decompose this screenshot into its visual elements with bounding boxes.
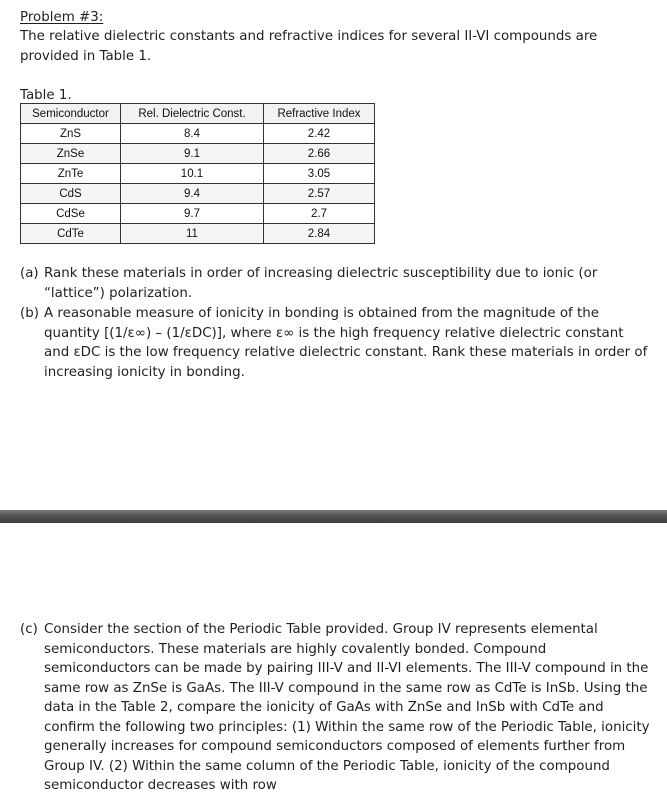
question-a: [20, 264, 650, 303]
column-header-semiconductor: Semiconductor: [21, 104, 121, 124]
cell-dielectric-const: 9.1: [121, 144, 264, 164]
question-b: [20, 304, 650, 382]
table-row: [21, 224, 375, 244]
cell-refractive-index: 2.7: [264, 204, 375, 224]
table-header-row: [21, 104, 375, 124]
question-a-text: Rank these materials in order of increasing dielectric susceptibility due to ionic (or “lattice”) polarization.: [44, 266, 598, 301]
question-b-text: A reasonable measure of ionicity in bonding is obtained from the magnitude of the quantity [(1/ε∞) – (1/εDC)], where ε∞ is the high frequency relative dielectric constant and εDC is the low frequency relative dielectric constant. Rank these materials in order of increasing ionicity in bonding.: [44, 306, 648, 380]
dielectric-table: [20, 103, 375, 244]
cell-dielectric-const: 10.1: [121, 164, 264, 184]
column-header-dielectric-const: Rel. Dielectric Const.: [121, 104, 264, 124]
table-row: [21, 144, 375, 164]
cell-refractive-index: 2.42: [264, 124, 375, 144]
cell-dielectric-const: 9.7: [121, 204, 264, 224]
cell-dielectric-const: 8.4: [121, 124, 264, 144]
problem-heading: Problem #3:: [20, 10, 104, 25]
cell-semiconductor: CdS: [21, 184, 121, 204]
page-divider: [0, 510, 667, 523]
table-caption: Table 1.: [20, 88, 72, 103]
cell-semiconductor: ZnS: [21, 124, 121, 144]
question-c: [20, 620, 650, 796]
table-row: [21, 124, 375, 144]
cell-semiconductor: CdSe: [21, 204, 121, 224]
table-row: [21, 164, 375, 184]
cell-refractive-index: 3.05: [264, 164, 375, 184]
table-row: [21, 184, 375, 204]
cell-dielectric-const: 11: [121, 224, 264, 244]
cell-semiconductor: CdTe: [21, 224, 121, 244]
question-c-label: (c): [20, 622, 38, 637]
cell-refractive-index: 2.66: [264, 144, 375, 164]
cell-refractive-index: 2.57: [264, 184, 375, 204]
question-c-text: Consider the section of the Periodic Table provided. Group IV represents elemental semiconductors. These materials are highly covalently bonded. Compound semiconductors can be made by pairing III-V and II-VI elements. The III-V compound in the same row as ZnSe is GaAs. The III-V compound in the same row as CdTe is InSb. Using the data in the Table 2, compare the ionicity of GaAs with ZnSe and InSb with CdTe and confirm the following two principles: (1) Within the same row of the Periodic Table, ionicity generally increases for compound semiconductors composed of elements further from Group IV. (2) Within the same column of the Periodic Table, ionicity of the compound semiconductor decreases with row: [44, 622, 650, 793]
question-b-label: (b): [20, 306, 39, 321]
cell-refractive-index: 2.84: [264, 224, 375, 244]
column-header-refractive-index: Refractive Index: [264, 104, 375, 124]
problem-intro: The relative dielectric constants and refractive indices for several II-VI compounds are provided in Table 1.: [20, 29, 598, 64]
cell-dielectric-const: 9.4: [121, 184, 264, 204]
table-row: [21, 204, 375, 224]
cell-semiconductor: ZnTe: [21, 164, 121, 184]
cell-semiconductor: ZnSe: [21, 144, 121, 164]
question-a-label: (a): [20, 266, 39, 281]
